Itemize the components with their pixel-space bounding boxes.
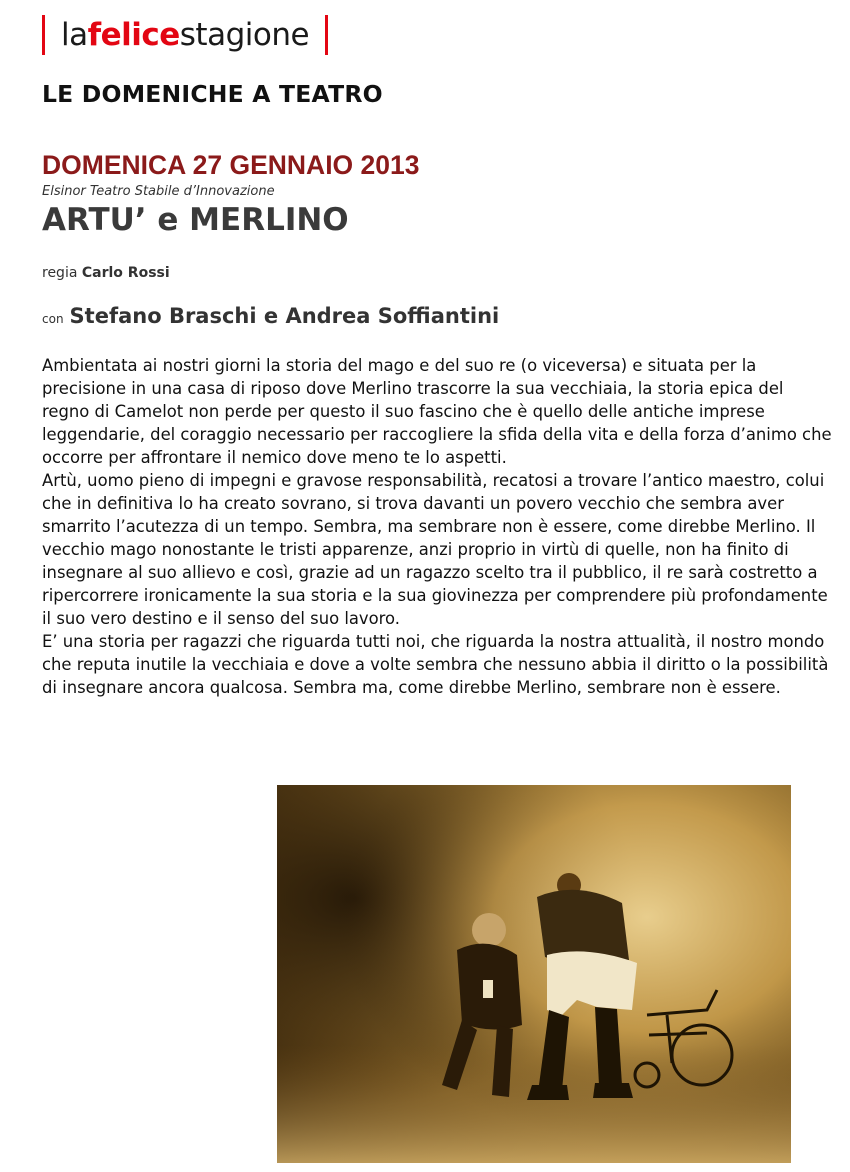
- event-date: DOMENICA 27 GENNAIO 2013: [42, 150, 420, 180]
- cast-prefix: con: [42, 312, 64, 326]
- show-description: [42, 354, 832, 699]
- company-name: Elsinor Teatro Stabile d’Innovazione: [42, 184, 275, 199]
- cast-names: Stefano Braschi e Andrea Soffiantini: [69, 304, 500, 328]
- stage-photo-illustration: [277, 785, 791, 1163]
- description-paragraph: Artù, uomo pieno di impegni e gravose responsabilità, recatosi a trovare l’antico maestro, colui che in definitiva lo ha creato sovrano, si trova davanti un povero vecchio che sembra aver smarrito l’acutezza di un tempo. Sembra, ma sembrare non è essere, come direbbe Merlino. Il vecchio mago nonostante le tristi apparenze, anzi proprio in virtù di quelle, non ha finito di insegnare al suo allievo e così, grazie ad un ragazzo scelto tra il pubblico, il re sarà costretto a ripercorrere ironicamente la sua storia e la sua giovinezza per comprendere più profondamente il suo vero destino e il senso del suo lavoro.: [42, 471, 828, 628]
- cast-credit: [42, 304, 499, 328]
- director-credit: [42, 265, 170, 281]
- brand-highlight: felice: [87, 17, 180, 53]
- brand-prefix: la: [61, 17, 88, 53]
- series-title: LE DOMENICHE A TEATRO: [42, 80, 383, 108]
- brand-logo: [42, 12, 328, 58]
- brand-wordmark: [45, 12, 325, 58]
- director-name: Carlo Rossi: [81, 265, 170, 281]
- description-paragraph: E’ una storia per ragazzi che riguarda tutti noi, che riguarda la nostra attualità, il nostro mondo che reputa inutile la vecchiaia e dove a volte sembra che nessuno abbia il diritto o la possibilità di insegnare ancora qualcosa. Sembra ma, come direbbe Merlino, sembrare non è essere.: [42, 632, 829, 697]
- brand-bar-right: [325, 15, 328, 55]
- show-title: ARTU’ e MERLINO: [42, 202, 349, 238]
- stage-photo: [277, 785, 791, 1163]
- description-paragraph: Ambientata ai nostri giorni la storia del mago e del suo re (o viceversa) e situata per la precisione in una casa di riposo dove Merlino trascorre la sua vecchiaia, la storia epica del regno di Camelot non perde per questo il suo fascino che è quello delle antiche imprese leggendarie, del coraggio necessario per raccogliere la sfida della vita e della forza d’animo che occorre per affrontare il nemico dove meno te lo aspetti.: [42, 356, 832, 467]
- director-prefix: regia: [42, 265, 78, 281]
- photo-floor: [277, 1045, 791, 1163]
- brand-suffix: stagione: [179, 17, 310, 53]
